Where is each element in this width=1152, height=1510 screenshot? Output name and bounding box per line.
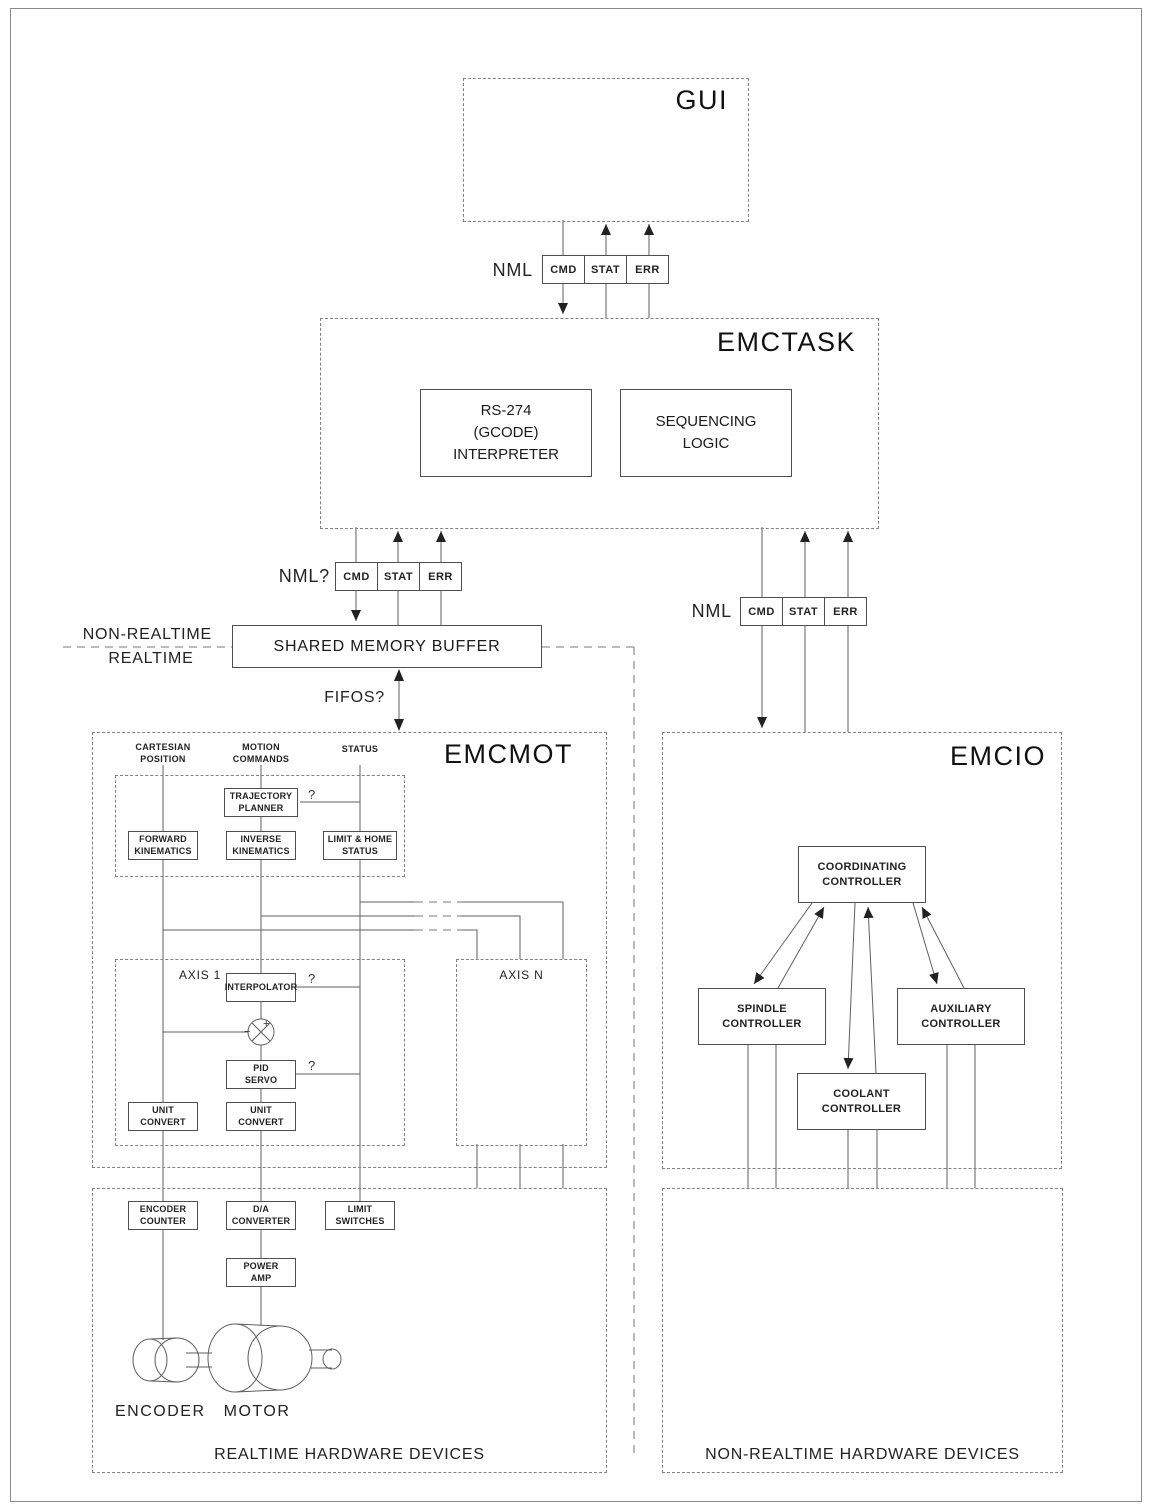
unit-convert-left-box: UNIT CONVERT bbox=[128, 1102, 198, 1131]
sum-minus-sign: − bbox=[244, 1026, 251, 1038]
question-mark-pid: ? bbox=[308, 1058, 316, 1073]
sequencing-line2: LOGIC bbox=[682, 435, 730, 452]
unit-convert-center-box: UNIT CONVERT bbox=[226, 1102, 296, 1131]
nml-top-row bbox=[542, 255, 669, 284]
sequencing-logic-box bbox=[620, 389, 792, 477]
emctask-box bbox=[320, 318, 879, 529]
nml-top-stat-cell: STAT bbox=[584, 255, 627, 284]
auxiliary-controller-box: AUXILIARY CONTROLLER bbox=[897, 988, 1025, 1045]
gui-box bbox=[463, 78, 749, 222]
nml-right-lines bbox=[762, 527, 848, 732]
fifos-arrow bbox=[394, 669, 404, 731]
motor-label: MOTOR bbox=[223, 1403, 291, 1420]
encoder-counter-box: ENCODER COUNTER bbox=[128, 1201, 198, 1230]
nml-top-err-cell: ERR bbox=[626, 255, 669, 284]
da-converter-box: D/A CONVERTER bbox=[226, 1201, 296, 1230]
nml-left-stat-cell: STAT bbox=[377, 562, 420, 591]
encoder-label: ENCODER bbox=[115, 1403, 206, 1420]
power-amp-box: POWER AMP bbox=[226, 1258, 296, 1287]
motion-commands-label: MOTION COMMANDS bbox=[232, 742, 290, 764]
nml-right-cmd-cell: CMD bbox=[740, 597, 783, 626]
axisn-label: AXIS N bbox=[499, 968, 544, 982]
question-mark-trajectory: ? bbox=[308, 787, 316, 802]
fifos-label: FIFOS? bbox=[324, 689, 385, 706]
status-label: STATUS bbox=[341, 744, 379, 754]
nml-left-cmd-cell: CMD bbox=[335, 562, 378, 591]
pid-servo-box: PID SERVO bbox=[226, 1060, 296, 1089]
interpreter-line2: (GCODE) bbox=[473, 424, 539, 442]
spindle-controller-box: SPINDLE CONTROLLER bbox=[698, 988, 826, 1045]
nml-right-stat-cell: STAT bbox=[782, 597, 825, 626]
realtime-label: REALTIME bbox=[108, 650, 194, 667]
nml-right-row bbox=[740, 597, 867, 626]
nml-left-err-cell: ERR bbox=[419, 562, 462, 591]
coolant-controller-box: COOLANT CONTROLLER bbox=[797, 1073, 926, 1130]
nml-top-cmd-cell: CMD bbox=[542, 255, 585, 284]
non-realtime-hardware-box bbox=[662, 1188, 1063, 1473]
gcode-interpreter-box bbox=[420, 389, 592, 477]
shared-memory-buffer-box bbox=[232, 625, 542, 668]
limit-home-status-box: LIMIT & HOME STATUS bbox=[323, 831, 397, 860]
axisn-box bbox=[456, 959, 587, 1146]
non-realtime-label: NON-REALTIME bbox=[82, 626, 212, 643]
coordinating-controller-box: COORDINATING CONTROLLER bbox=[798, 846, 926, 903]
inverse-kinematics-box: INVERSE KINEMATICS bbox=[226, 831, 296, 860]
trajectory-planner-box: TRAJECTORY PLANNER bbox=[224, 788, 298, 817]
realtime-hardware-box bbox=[92, 1188, 607, 1473]
shared-memory-buffer-label: SHARED MEMORY BUFFER bbox=[273, 637, 501, 655]
forward-kinematics-box: FORWARD KINEMATICS bbox=[128, 831, 198, 860]
nml-right-label: NML bbox=[691, 601, 732, 621]
cartesian-position-label: CARTESIAN POSITION bbox=[135, 742, 191, 764]
emcio-title: EMCIO bbox=[949, 741, 1046, 771]
limit-switches-box: LIMIT SWITCHES bbox=[325, 1201, 395, 1230]
emctask-title: EMCTASK bbox=[716, 327, 856, 357]
axis1-label: AXIS 1 bbox=[179, 968, 222, 982]
interpreter-line1: RS-274 bbox=[480, 402, 532, 420]
emcmot-title: EMCMOT bbox=[444, 739, 573, 769]
nml-top-label: NML bbox=[492, 260, 533, 280]
nml-left-row bbox=[335, 562, 462, 591]
interpolator-box: INTERPOLATOR bbox=[226, 973, 296, 1002]
question-mark-interpolator: ? bbox=[308, 971, 316, 986]
interpreter-line3: INTERPRETER bbox=[453, 445, 559, 463]
nml-right-err-cell: ERR bbox=[824, 597, 867, 626]
non-realtime-hardware-label: NON-REALTIME HARDWARE DEVICES bbox=[705, 1446, 1020, 1463]
sum-plus-sign: + bbox=[263, 1018, 270, 1030]
sequencing-line1: SEQUENCING bbox=[655, 413, 757, 431]
nml-left-label: NML? bbox=[278, 566, 330, 586]
gui-title: GUI bbox=[675, 85, 728, 115]
realtime-hardware-label: REALTIME HARDWARE DEVICES bbox=[214, 1446, 485, 1463]
